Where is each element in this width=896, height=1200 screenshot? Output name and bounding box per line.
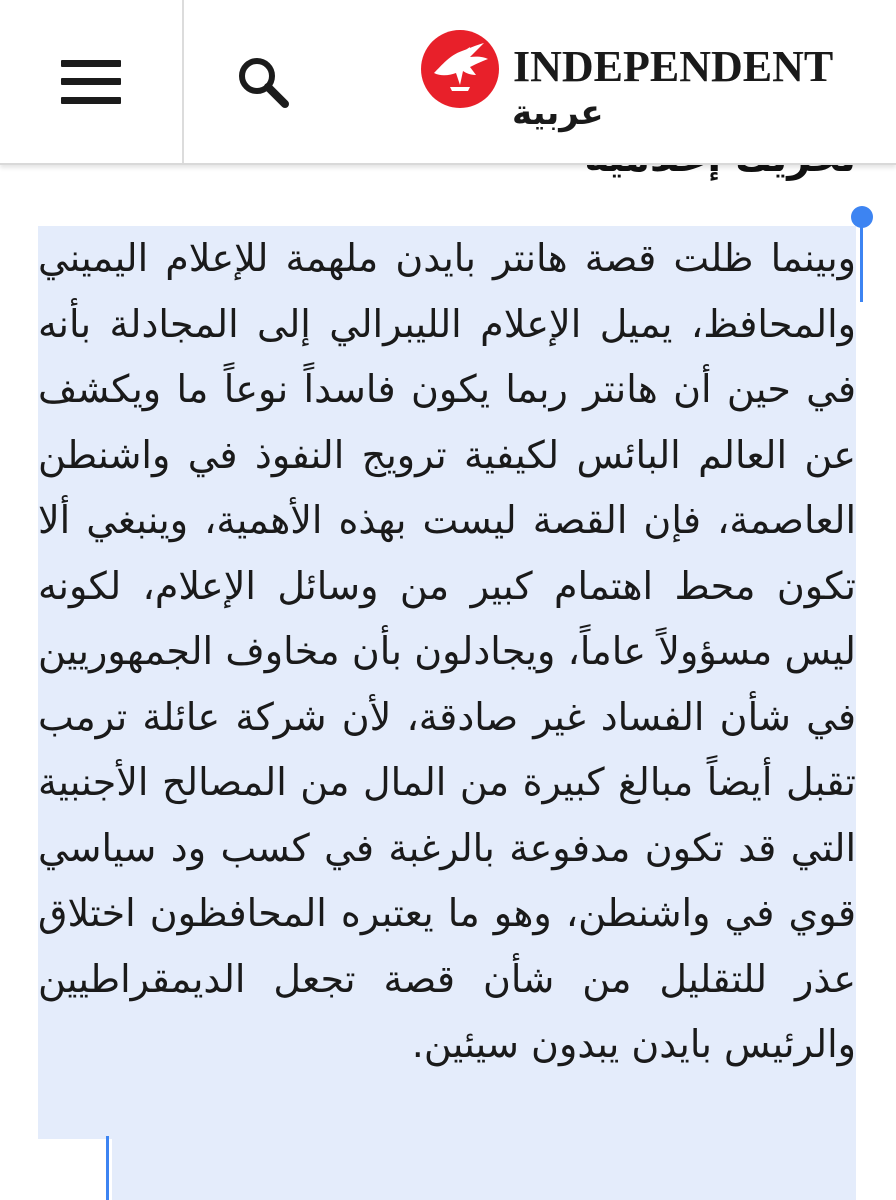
- top-header: [0, 0, 896, 165]
- logo-arabic-wordmark: عربية: [512, 93, 604, 133]
- article-paragraph[interactable]: وبينما ظلت قصة هانتر بايدن ملهمة للإعلام اليميني والمحافظ، يميل الإعلام الليبرالي إلى المجادلة بأنه في حين أن هانتر ربما يكون فاسداً نوعاً ما ويكشف عن العالم البائس لكيفية ترويج النفوذ في واشنطن العاصمة، فإن القصة ليست بهذه الأهمية، وينبغي ألا تكون محط اهتمام كبير من وسائل الإعلام، لكونه ليس مسؤولاً عاماً، ويجادلون بأن مخاوف الجمهوريين في شأن الفساد غير صادقة، لأن شركة عائلة ترمب تقبل أيضاً مبالغ كبيرة من المال من المصالح الأجنبية التي قد تكون مدفوعة بالرغبة في كسب ود سياسي قوي في واشنطن، وهو ما يعتبره المحافظون اختلاق عذر للتقليل من شأن قصة تجعل الديمقراطيين والرئيس بايدن يبدون سيئين.: [38, 236, 856, 1066]
- search-icon: [236, 55, 290, 109]
- logo-wordmark: INDEPENDENT: [513, 42, 834, 91]
- eagle-logo-icon: [420, 29, 500, 109]
- hamburger-menu-icon: [61, 60, 121, 104]
- text-selection-highlight-last-line: [112, 1139, 856, 1200]
- search-button[interactable]: [183, 0, 343, 163]
- selection-end-handle[interactable]: [106, 1136, 109, 1200]
- menu-button[interactable]: [0, 0, 184, 163]
- independent-arabia-logo[interactable]: [420, 25, 860, 145]
